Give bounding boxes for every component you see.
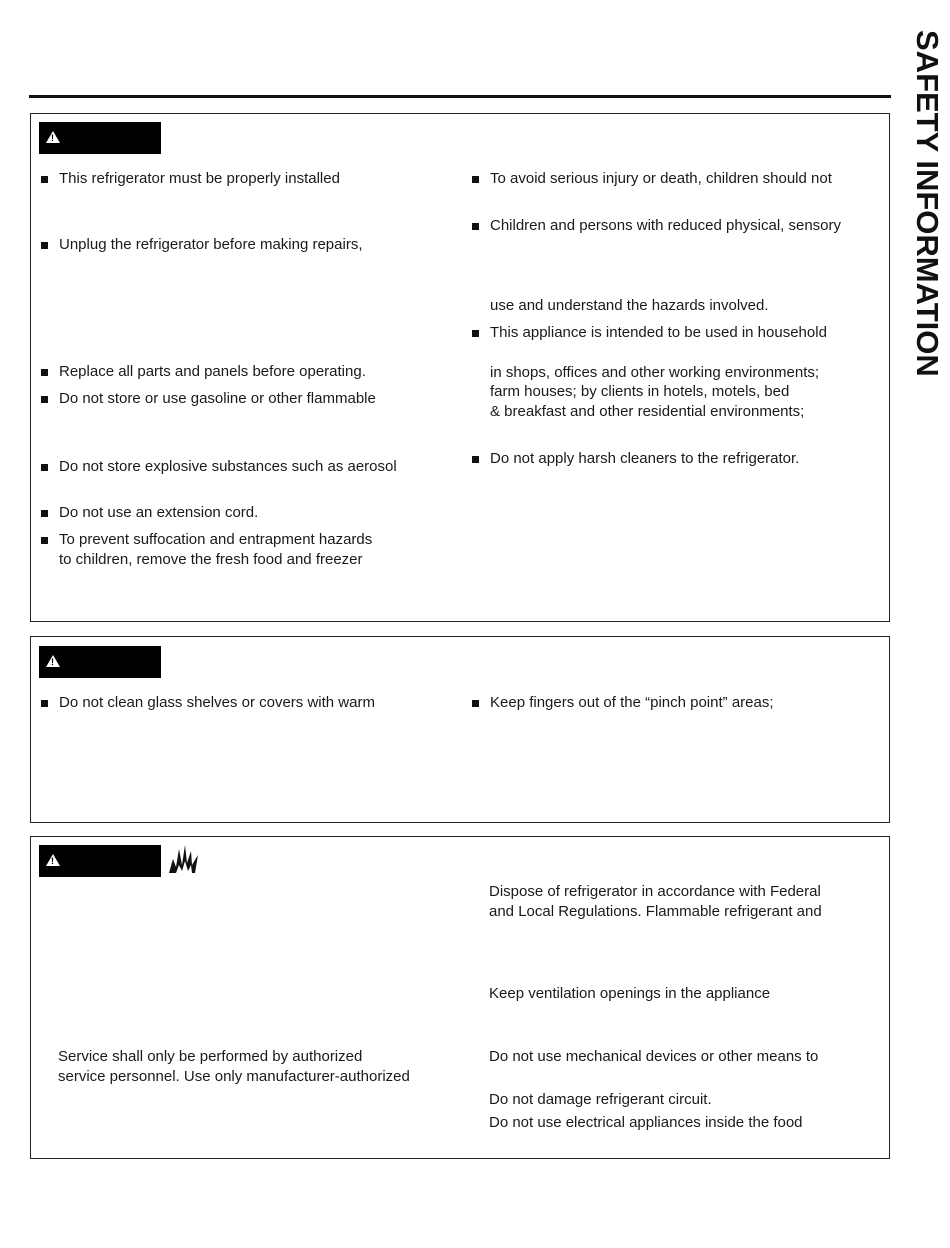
box1-left-line-7: to children, remove the fresh food and freezer <box>59 551 363 568</box>
warning-banner <box>39 845 161 877</box>
box3-right-line-4: Do not damage refrigerant circuit. <box>489 1091 712 1108</box>
bullet-marker <box>41 369 48 376</box>
warning-triangle-icon <box>46 131 60 143</box>
box1-left-line-4: Do not store explosive substances such as aerosol <box>59 458 397 475</box>
bullet-marker <box>472 330 479 337</box>
box1-left-line-6: To prevent suffocation and entrapment hazards <box>59 531 373 548</box>
box1-left-line-0: This refrigerator must be properly installed <box>59 170 340 187</box>
box3-right-line-5: Do not use electrical appliances inside the food <box>489 1114 803 1131</box>
bullet-marker <box>472 223 479 230</box>
box1-left-line-1: Unplug the refrigerator before making repairs, <box>59 236 363 253</box>
box1-right-line-6: & breakfast and other residential environments; <box>490 403 805 420</box>
box1-right-line-3: This appliance is intended to be used in household <box>490 324 827 341</box>
box1-right-line-0: To avoid serious injury or death, children should not <box>490 170 832 187</box>
warning-box-2 <box>30 636 890 823</box>
box1-right-line-1: Children and persons with reduced physical, sensory <box>490 217 842 234</box>
bullet-marker <box>472 456 479 463</box>
bullet-marker <box>41 464 48 471</box>
box3-right-line-0: Dispose of refrigerator in accordance with Federal <box>489 883 821 900</box>
warning-banner <box>39 122 161 154</box>
warning-banner <box>39 646 161 678</box>
box3-right-line-1: and Local Regulations. Flammable refrigerant and <box>489 903 822 920</box>
box1-left-line-3: Do not store or use gasoline or other flammable <box>59 390 376 407</box>
side-section-title <box>910 30 945 410</box>
box1-right-line-2: use and understand the hazards involved. <box>490 297 769 314</box>
box3-left-line-1: service personnel. Use only manufacturer-authorized <box>58 1068 410 1085</box>
bullet-marker <box>41 242 48 249</box>
bullet-marker <box>41 510 48 517</box>
box1-right-line-5: farm houses; by clients in hotels, motels, bed <box>490 383 790 400</box>
bullet-marker <box>472 176 479 183</box>
header-rule <box>29 95 891 98</box>
bullet-marker <box>41 537 48 544</box>
warning-triangle-icon <box>46 655 60 667</box>
box1-right-line-4: in shops, offices and other working environments; <box>490 364 820 381</box>
bullet-marker <box>41 176 48 183</box>
warning-triangle-icon <box>46 854 60 866</box>
box1-right-line-7: Do not apply harsh cleaners to the refrigerator. <box>490 450 800 467</box>
box2-left-line-0: Do not clean glass shelves or covers with warm <box>59 694 375 711</box>
box3-right-line-2: Keep ventilation openings in the appliance <box>489 985 771 1002</box>
box3-right-line-3: Do not use mechanical devices or other means to <box>489 1048 819 1065</box>
box2-right-line-0: Keep fingers out of the “pinch point” areas; <box>490 694 774 711</box>
warning-box-1 <box>30 113 890 622</box>
bullet-marker <box>41 396 48 403</box>
bullet-marker <box>41 700 48 707</box>
box1-left-line-5: Do not use an extension cord. <box>59 504 259 521</box>
warning-box-3 <box>30 836 890 1159</box>
bullet-marker <box>472 700 479 707</box>
side-title-text: SAFETY INFORMATION <box>910 30 945 377</box>
flame-icon <box>167 843 201 875</box>
box1-left-line-2: Replace all parts and panels before operating. <box>59 363 366 380</box>
box3-left-line-0: Service shall only be performed by authorized <box>58 1048 363 1065</box>
